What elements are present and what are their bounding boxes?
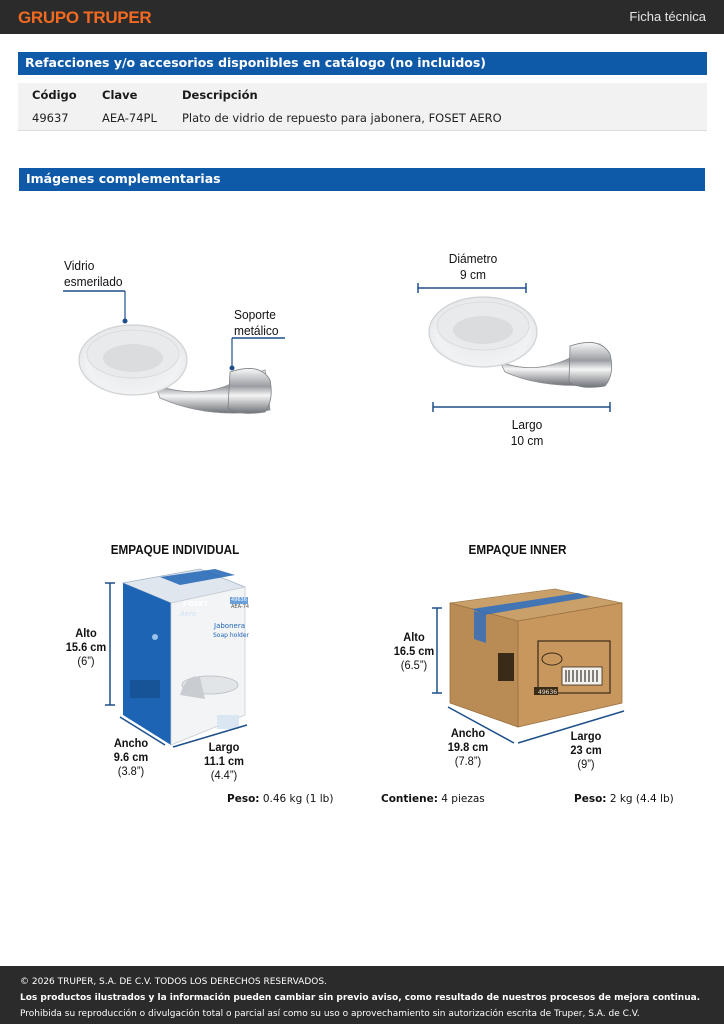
label-length (490, 417, 564, 449)
inner-alto (386, 630, 441, 672)
inner-contents-value: 4 piezas (441, 793, 485, 805)
inner-largo (558, 729, 613, 771)
individual-ancho (103, 736, 158, 778)
label-length-line1: Largo (511, 417, 543, 432)
inner-ancho-in: (7.8”) (454, 754, 482, 768)
dimension-lines-right (410, 280, 620, 420)
individual-pack-title: EMPAQUE INDIVIDUAL (110, 542, 240, 557)
inner-ancho (440, 726, 495, 768)
label-support-line1: Soporte (234, 307, 276, 322)
images-section-header: Imágenes complementarias (19, 168, 705, 191)
inner-weight-label: Peso: (574, 793, 607, 805)
box-line: Aero (180, 610, 197, 618)
label-diameter-line2: 9 cm (460, 267, 486, 282)
individual-alto-label: Alto (75, 626, 97, 640)
accessories-section-header: Refacciones y/o accesorios disponibles en catálogo (no incluidos) (18, 52, 707, 75)
inner-ancho-label: Ancho (450, 726, 486, 740)
label-diameter (436, 251, 510, 283)
label-glass-line1: Vidrio (64, 258, 95, 273)
label-support-line2: metálico (234, 323, 279, 338)
accessories-table (18, 83, 707, 131)
box-code: 49636 (231, 597, 247, 603)
column-header-descripcion: Descripción (182, 88, 258, 102)
individual-ancho-cm: 9.6 cm (113, 750, 149, 764)
box-brand: FOSET (183, 600, 209, 608)
individual-alto-in: (6”) (77, 654, 95, 668)
individual-ancho-in: (3.8”) (117, 764, 145, 778)
individual-weight (227, 793, 333, 805)
footer-notice: Los productos ilustrados y la información pueden cambiar sin previo aviso, como resultado de nuestros procesos de mejora continua. (20, 993, 701, 1003)
column-header-codigo: Código (32, 88, 77, 102)
individual-alto-cm: 15.6 cm (65, 640, 107, 654)
inner-contents (381, 793, 485, 805)
individual-weight-label: Peso: (227, 793, 260, 805)
inner-pack-title: EMPAQUE INNER (468, 542, 567, 557)
label-diameter-line1: Diámetro (448, 251, 498, 266)
footer-copyright: © 2026 TRUPER, S.A. DE C.V. TODOS LOS DERECHOS RESERVADOS. (20, 977, 327, 987)
individual-pack-dimension-lines (95, 575, 260, 755)
individual-alto (58, 626, 113, 668)
label-glass-line2: esmerilado (64, 274, 123, 289)
inner-largo-label: Largo (570, 729, 602, 743)
inner-alto-label: Alto (403, 630, 425, 644)
inner-alto-in: (6.5”) (400, 658, 428, 672)
inner-largo-cm: 23 cm (570, 743, 602, 757)
brand-logo: GRUPO TRUPER (18, 8, 152, 27)
inner-ancho-cm: 19.8 cm (447, 740, 489, 754)
box-product-en: Soap holder (213, 632, 249, 639)
individual-largo-in: (4.4”) (210, 768, 238, 782)
cell-codigo: 49637 (32, 111, 69, 125)
column-header-clave: Clave (102, 88, 138, 102)
label-length-line2: 10 cm (510, 433, 544, 448)
inner-contents-label: Contiene: (381, 793, 438, 805)
footer (0, 966, 724, 1024)
top-bar (0, 0, 724, 34)
inner-largo-in: (9”) (577, 757, 595, 771)
label-glass (64, 258, 123, 290)
footer-prohibition: Prohibida su reproducción o divulgación total o parcial así como su uso o aprovechamiento sin autorización escrita de Truper, S.A. de C.V. (20, 1009, 640, 1019)
cell-clave: AEA-74PL (102, 111, 157, 125)
individual-largo (196, 740, 251, 782)
box-clave: AEA-74 (231, 604, 250, 610)
cell-descripcion: Plato de vidrio de repuesto para jabonera, FOSET AERO (182, 111, 502, 125)
individual-weight-value: 0.46 kg (1 lb) (262, 793, 334, 805)
inner-weight (574, 793, 674, 805)
inner-box-code: 49636 (538, 689, 558, 696)
individual-largo-label: Largo (208, 740, 240, 754)
document-type: Ficha técnica (629, 9, 706, 24)
individual-ancho-label: Ancho (113, 736, 149, 750)
label-support (234, 307, 279, 339)
individual-largo-cm: 11.1 cm (204, 754, 244, 768)
box-product: Jabonera (214, 622, 245, 630)
inner-alto-cm: 16.5 cm (393, 644, 435, 658)
inner-weight-value: 2 kg (4.4 lb) (609, 793, 674, 805)
